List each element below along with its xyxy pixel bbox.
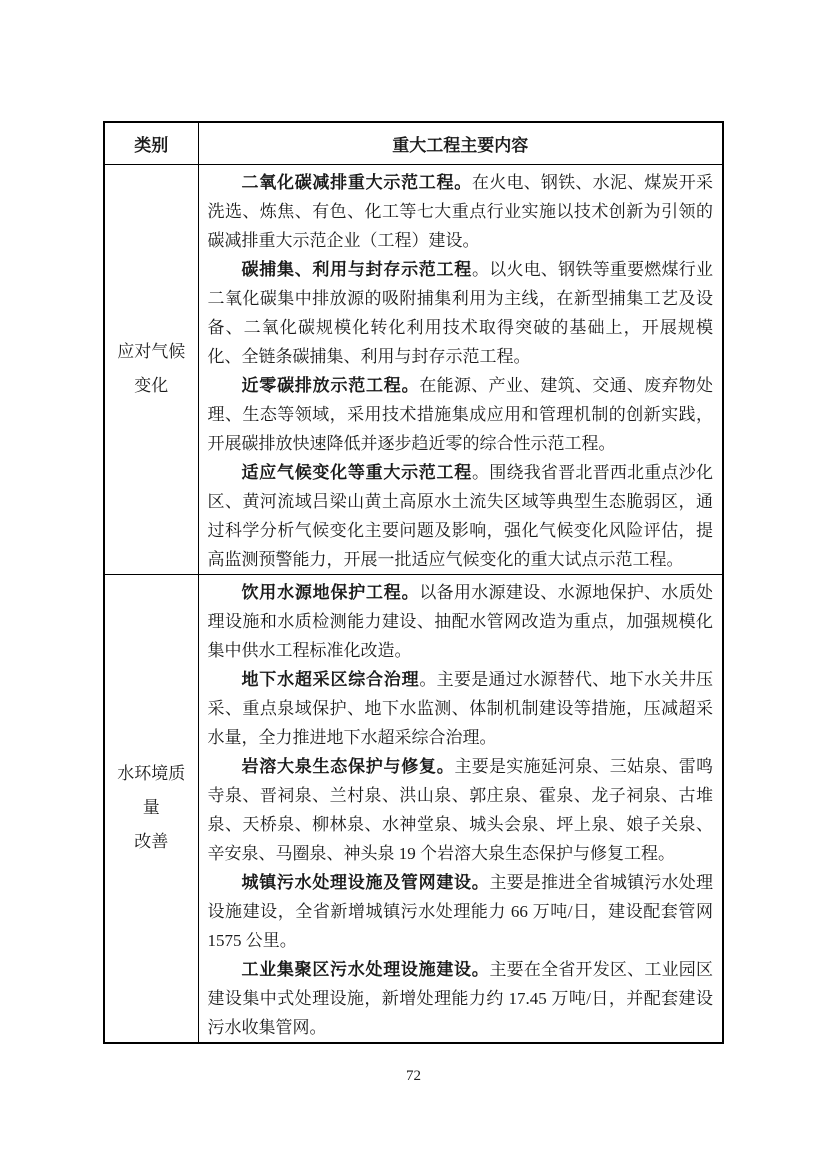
category-line: 改善 [134, 832, 169, 851]
category-line: 变化 [134, 376, 169, 395]
category-cell-climate [104, 164, 198, 574]
paragraph-title: 近零碳排放示范工程。 [241, 375, 420, 395]
paragraph-body: 主要是实施延河泉、三姑泉、雷鸣寺泉、晋祠泉、兰村泉、洪山泉、郭庄泉、霍泉、龙子祠泉、古堆泉、天桥泉、柳林泉、水神堂泉、城头会泉、坪上泉、娘子关泉、辛安泉、马圈泉、神头泉 19 个岩溶大泉生态保护与修复工程。 [207, 756, 713, 863]
paragraph-title: 城镇污水处理设施及管网建设。 [241, 872, 490, 892]
paragraph-body: 以备用水源建设、水源地保护、水质处理设施和水质检测能力建设、抽配水管网改造为重点，加强规模化集中供水工程标准化改造。 [207, 582, 714, 660]
paragraph-title: 岩溶大泉生态保护与修复。 [241, 756, 455, 776]
paragraph-title: 适应气候变化等重大示范工程 [241, 462, 472, 482]
paragraph-near-zero-carbon [208, 371, 714, 458]
paragraph-title: 二氧化碳减排重大示范工程。 [241, 172, 472, 192]
category-cell-water [104, 574, 198, 1043]
table-row-water [104, 574, 723, 1043]
page-number: 72 [406, 1068, 421, 1084]
paragraph-title: 饮用水源地保护工程。 [241, 582, 420, 602]
paragraph-climate-adaptation [208, 458, 714, 574]
paragraph-title: 碳捕集、利用与封存示范工程 [241, 259, 472, 279]
paragraph-urban-sewage [208, 868, 714, 955]
content-cell-water [198, 574, 723, 1043]
paragraph-karst-springs [208, 752, 714, 868]
paragraph-carbon-capture [208, 255, 714, 371]
paragraph-title: 工业集聚区污水处理设施建设。 [241, 959, 490, 979]
paragraph-groundwater-overdraft [208, 665, 714, 752]
paragraph-co2-reduction [208, 168, 714, 255]
header-cell-category: 类别 [104, 122, 198, 164]
paragraph-drinking-water-source [208, 578, 714, 665]
paragraph-body: 主要在全省开发区、工业园区建设集中式处理设施，新增处理能力约 17.45 万吨/日，并配套建设污水收集管网。 [207, 959, 714, 1037]
paragraph-body: 。围绕我省晋北晋西北重点沙化区、黄河流域吕梁山黄土高原水土流失区域等典型生态脆弱区，通过科学分析气候变化主要问题及影响，强化气候变化风险评估，提高监测预警能力，开展一批适应气候变化的重大试点示范工程。 [207, 462, 713, 569]
table-row-climate [104, 164, 723, 574]
table-header-row [104, 122, 723, 164]
paragraph-body: 。以火电、钢铁等重要燃煤行业二氧化碳集中排放源的吸附捕集利用为主线，在新型捕集工艺及设备、二氧化碳规模化转化利用技术取得突破的基础上，开展规模化、全链条碳捕集、利用与封存示范工程。 [207, 259, 713, 366]
paragraph-body: 。主要是通过水源替代、地下水关井压采、重点泉域保护、地下水监测、体制机制建设等措施，压减超采水量，全力推进地下水超采综合治理。 [207, 669, 714, 747]
paragraph-industrial-sewage [208, 955, 714, 1042]
category-line: 水环境质量 [117, 764, 186, 817]
category-line: 应对气候 [117, 342, 186, 361]
paragraph-body: 在能源、产业、建筑、交通、废弃物处理、生态等领域，采用技术措施集成应用和管理机制的创新实践，开展碳排放快速降低并逐步趋近零的综合性示范工程。 [207, 375, 714, 453]
major-projects-table [103, 121, 724, 1044]
content-cell-climate [198, 164, 723, 574]
paragraph-body: 主要是推进全省城镇污水处理设施建设，全省新增城镇污水处理能力 66 万吨/日，建设配套管网 1575 公里。 [207, 872, 714, 950]
header-cell-content: 重大工程主要内容 [198, 122, 723, 164]
paragraph-body: 在火电、钢铁、水泥、煤炭开采洗选、炼焦、有色、化工等七大重点行业实施以技术创新为引领的碳减排重大示范企业（工程）建设。 [207, 172, 713, 250]
paragraph-title: 地下水超采区综合治理 [241, 669, 420, 689]
